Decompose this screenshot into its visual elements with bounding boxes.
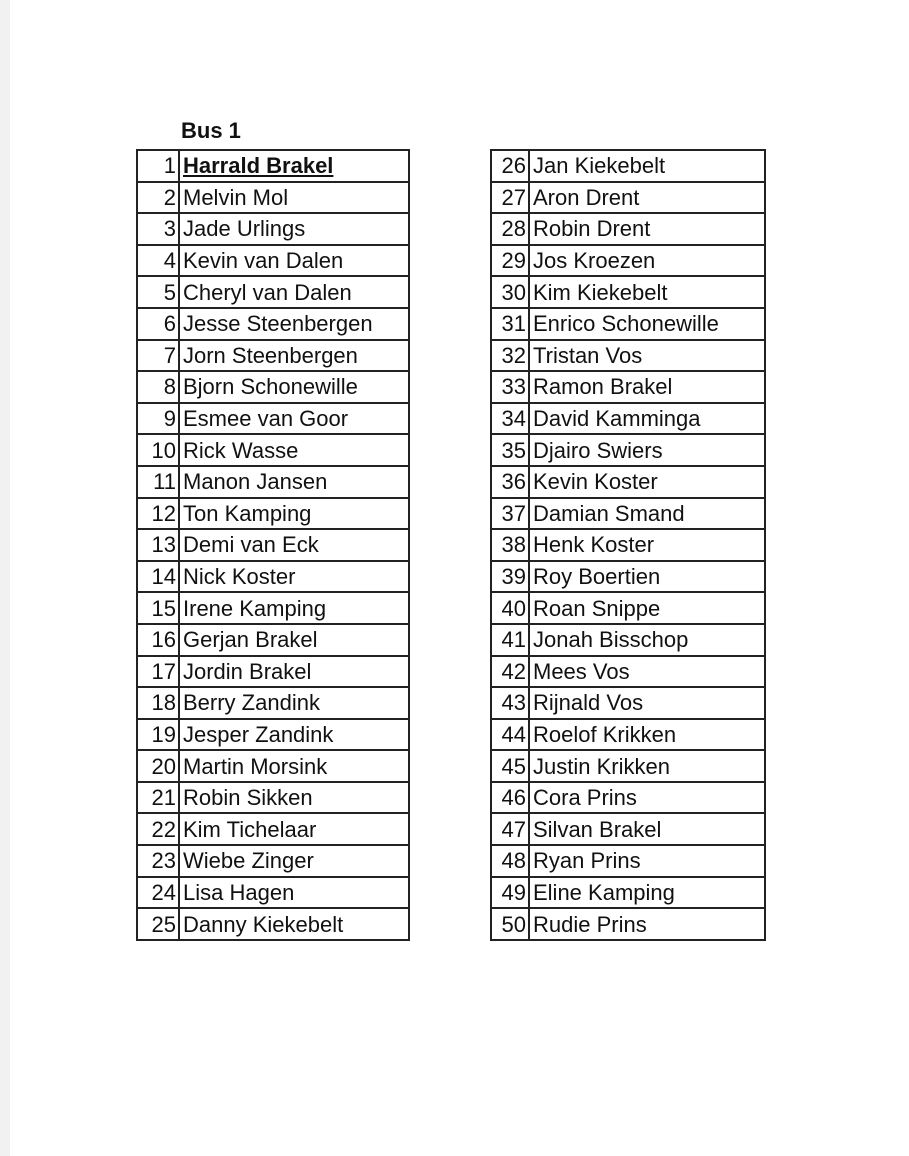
table-row xyxy=(491,182,765,214)
table-row xyxy=(491,813,765,845)
table-row xyxy=(491,529,765,561)
passenger-name-text: Kim Tichelaar xyxy=(183,816,317,842)
passenger-name xyxy=(529,308,765,340)
row-number: 43 xyxy=(491,687,529,719)
table-row xyxy=(137,245,409,277)
passenger-name-text: Berry Zandink xyxy=(183,690,320,716)
row-number: 25 xyxy=(137,908,179,940)
table-row xyxy=(137,561,409,593)
table-row xyxy=(491,466,765,498)
table-row xyxy=(491,213,765,245)
passenger-name xyxy=(179,308,409,340)
row-number: 5 xyxy=(137,276,179,308)
table-row xyxy=(137,150,409,182)
passenger-name xyxy=(529,908,765,940)
passenger-name-text: Manon Jansen xyxy=(183,469,328,495)
passenger-name-text: Jos Kroezen xyxy=(533,248,656,274)
row-number: 19 xyxy=(137,719,179,751)
row-number: 47 xyxy=(491,813,529,845)
passenger-table-right-body xyxy=(491,150,765,940)
table-row xyxy=(137,813,409,845)
passenger-name xyxy=(529,498,765,530)
table-row xyxy=(491,340,765,372)
row-number: 46 xyxy=(491,782,529,814)
row-number: 27 xyxy=(491,182,529,214)
passenger-name xyxy=(529,877,765,909)
document-page xyxy=(10,0,909,1156)
table-row xyxy=(137,782,409,814)
table-row xyxy=(491,687,765,719)
passenger-name xyxy=(179,276,409,308)
passenger-name xyxy=(529,276,765,308)
passenger-name-text: Demi van Eck xyxy=(183,532,319,558)
table-row xyxy=(491,276,765,308)
row-number: 4 xyxy=(137,245,179,277)
passenger-name xyxy=(179,150,409,182)
row-number: 32 xyxy=(491,340,529,372)
row-number: 1 xyxy=(137,150,179,182)
passenger-name xyxy=(179,245,409,277)
row-number: 40 xyxy=(491,592,529,624)
row-number: 15 xyxy=(137,592,179,624)
row-number: 39 xyxy=(491,561,529,593)
passenger-name xyxy=(179,750,409,782)
table-row xyxy=(491,719,765,751)
table-row xyxy=(137,624,409,656)
table-row xyxy=(491,656,765,688)
passenger-name xyxy=(179,845,409,877)
row-number: 23 xyxy=(137,845,179,877)
passenger-name-text: Justin Krikken xyxy=(533,753,670,779)
table-row xyxy=(491,150,765,182)
table-row xyxy=(137,750,409,782)
table-row xyxy=(491,403,765,435)
table-row xyxy=(491,750,765,782)
row-number: 13 xyxy=(137,529,179,561)
passenger-name xyxy=(179,877,409,909)
passenger-name xyxy=(179,908,409,940)
passenger-name-text: Gerjan Brakel xyxy=(183,627,318,653)
passenger-name xyxy=(529,340,765,372)
passenger-name xyxy=(529,687,765,719)
passenger-name-text: Danny Kiekebelt xyxy=(183,911,344,937)
passenger-name xyxy=(179,529,409,561)
passenger-name xyxy=(179,182,409,214)
table-row xyxy=(137,656,409,688)
row-number: 14 xyxy=(137,561,179,593)
passenger-name xyxy=(179,371,409,403)
passenger-name xyxy=(529,182,765,214)
table-row xyxy=(137,687,409,719)
passenger-name xyxy=(179,403,409,435)
passenger-name xyxy=(179,624,409,656)
row-number: 8 xyxy=(137,371,179,403)
passenger-name xyxy=(179,656,409,688)
passenger-name xyxy=(529,371,765,403)
passenger-name-text: Jordin Brakel xyxy=(183,658,312,684)
table-row xyxy=(137,845,409,877)
row-number: 35 xyxy=(491,434,529,466)
passenger-name-text: Nick Koster xyxy=(183,564,296,590)
table-row xyxy=(137,877,409,909)
passenger-table-left-body xyxy=(137,150,409,940)
row-number: 41 xyxy=(491,624,529,656)
row-number: 34 xyxy=(491,403,529,435)
page-title: Bus 1 xyxy=(181,118,241,143)
row-number: 49 xyxy=(491,877,529,909)
table-row xyxy=(491,434,765,466)
passenger-name xyxy=(529,403,765,435)
passenger-name xyxy=(529,150,765,182)
passenger-name-text: Rudie Prins xyxy=(533,911,647,937)
passenger-name-text: Cora Prins xyxy=(533,785,637,811)
passenger-name-text: Ramon Brakel xyxy=(533,374,673,400)
row-number: 31 xyxy=(491,308,529,340)
passenger-name-text: Ryan Prins xyxy=(533,848,641,874)
passenger-name-text: David Kamminga xyxy=(533,406,701,432)
row-number: 37 xyxy=(491,498,529,530)
passenger-name-text: Bjorn Schonewille xyxy=(183,374,358,400)
table-row xyxy=(137,340,409,372)
passenger-name-text: Rijnald Vos xyxy=(533,690,644,716)
passenger-name xyxy=(179,213,409,245)
passenger-name-text: Djairo Swiers xyxy=(533,437,663,463)
passenger-name-text: Jan Kiekebelt xyxy=(533,153,666,179)
row-number: 44 xyxy=(491,719,529,751)
passenger-name-text: Jesse Steenbergen xyxy=(183,311,373,337)
row-number: 7 xyxy=(137,340,179,372)
table-row xyxy=(137,371,409,403)
passenger-name xyxy=(529,656,765,688)
row-number: 24 xyxy=(137,877,179,909)
table-row xyxy=(137,308,409,340)
passenger-name xyxy=(529,750,765,782)
row-number: 48 xyxy=(491,845,529,877)
row-number: 6 xyxy=(137,308,179,340)
passenger-name xyxy=(529,592,765,624)
table-row xyxy=(491,877,765,909)
passenger-name xyxy=(529,434,765,466)
passenger-name-text: Wiebe Zinger xyxy=(183,848,314,874)
row-number: 17 xyxy=(137,656,179,688)
passenger-name xyxy=(529,719,765,751)
passenger-name xyxy=(179,782,409,814)
table-row xyxy=(491,498,765,530)
passenger-name-text: Kim Kiekebelt xyxy=(533,279,668,305)
row-number: 33 xyxy=(491,371,529,403)
table-row xyxy=(137,719,409,751)
table-row xyxy=(137,213,409,245)
passenger-name-text: Aron Drent xyxy=(533,184,640,210)
passenger-name-text: Tristan Vos xyxy=(533,342,643,368)
passenger-name-text: Roelof Krikken xyxy=(533,721,677,747)
table-row xyxy=(137,529,409,561)
table-row xyxy=(491,245,765,277)
passenger-name xyxy=(179,687,409,719)
row-number: 21 xyxy=(137,782,179,814)
passenger-name-text: Jorn Steenbergen xyxy=(183,342,358,368)
passenger-name xyxy=(179,498,409,530)
row-number: 20 xyxy=(137,750,179,782)
table-row xyxy=(491,908,765,940)
passenger-name-text: Harrald Brakel xyxy=(183,153,334,179)
row-number: 22 xyxy=(137,813,179,845)
passenger-name-text: Eline Kamping xyxy=(533,879,675,905)
table-row xyxy=(137,403,409,435)
passenger-name-text: Jesper Zandink xyxy=(183,721,334,747)
table-row xyxy=(491,624,765,656)
passenger-name-text: Martin Morsink xyxy=(183,753,328,779)
row-number: 29 xyxy=(491,245,529,277)
row-number: 10 xyxy=(137,434,179,466)
passenger-name xyxy=(179,466,409,498)
passenger-name-text: Roy Boertien xyxy=(533,564,661,590)
passenger-table-right xyxy=(490,149,766,941)
table-row xyxy=(137,498,409,530)
table-row xyxy=(137,276,409,308)
passenger-name-text: Kevin van Dalen xyxy=(183,248,344,274)
passenger-name-text: Jade Urlings xyxy=(183,216,306,242)
row-number: 11 xyxy=(137,466,179,498)
row-number: 12 xyxy=(137,498,179,530)
passenger-name-text: Esmee van Goor xyxy=(183,406,349,432)
passenger-name xyxy=(529,813,765,845)
passenger-name xyxy=(529,466,765,498)
row-number: 45 xyxy=(491,750,529,782)
table-row xyxy=(137,466,409,498)
passenger-name xyxy=(529,561,765,593)
row-number: 2 xyxy=(137,182,179,214)
row-number: 28 xyxy=(491,213,529,245)
passenger-name-text: Robin Sikken xyxy=(183,785,313,811)
passenger-name xyxy=(179,434,409,466)
passenger-name-text: Enrico Schonewille xyxy=(533,311,719,337)
table-row xyxy=(491,308,765,340)
passenger-name-text: Silvan Brakel xyxy=(533,816,662,842)
passenger-name-text: Ton Kamping xyxy=(183,500,312,526)
passenger-name-text: Roan Snippe xyxy=(533,595,661,621)
passenger-name-text: Jonah Bisschop xyxy=(533,627,689,653)
row-number: 36 xyxy=(491,466,529,498)
passenger-name xyxy=(179,592,409,624)
row-number: 16 xyxy=(137,624,179,656)
row-number: 30 xyxy=(491,276,529,308)
passenger-name-text: Kevin Koster xyxy=(533,469,658,495)
row-number: 38 xyxy=(491,529,529,561)
table-row xyxy=(491,782,765,814)
passenger-name-text: Rick Wasse xyxy=(183,437,299,463)
passenger-name-text: Lisa Hagen xyxy=(183,879,295,905)
passenger-name-text: Irene Kamping xyxy=(183,595,327,621)
table-row xyxy=(137,434,409,466)
table-row xyxy=(491,561,765,593)
table-row xyxy=(491,371,765,403)
passenger-name-text: Melvin Mol xyxy=(183,184,289,210)
passenger-name xyxy=(529,624,765,656)
passenger-name-text: Henk Koster xyxy=(533,532,655,558)
passenger-name xyxy=(179,340,409,372)
passenger-name-text: Cheryl van Dalen xyxy=(183,279,352,305)
passenger-table-left xyxy=(136,149,410,941)
passenger-name xyxy=(529,245,765,277)
table-row xyxy=(491,592,765,624)
passenger-name xyxy=(179,719,409,751)
row-number: 50 xyxy=(491,908,529,940)
row-number: 18 xyxy=(137,687,179,719)
passenger-name-text: Damian Smand xyxy=(533,500,685,526)
passenger-name xyxy=(179,561,409,593)
passenger-name-text: Robin Drent xyxy=(533,216,651,242)
passenger-name xyxy=(179,813,409,845)
table-row xyxy=(137,908,409,940)
row-number: 42 xyxy=(491,656,529,688)
row-number: 9 xyxy=(137,403,179,435)
passenger-name-text: Mees Vos xyxy=(533,658,630,684)
table-row xyxy=(491,845,765,877)
row-number: 26 xyxy=(491,150,529,182)
passenger-name xyxy=(529,782,765,814)
row-number: 3 xyxy=(137,213,179,245)
passenger-name xyxy=(529,529,765,561)
passenger-name xyxy=(529,213,765,245)
passenger-name xyxy=(529,845,765,877)
table-row xyxy=(137,182,409,214)
table-row xyxy=(137,592,409,624)
